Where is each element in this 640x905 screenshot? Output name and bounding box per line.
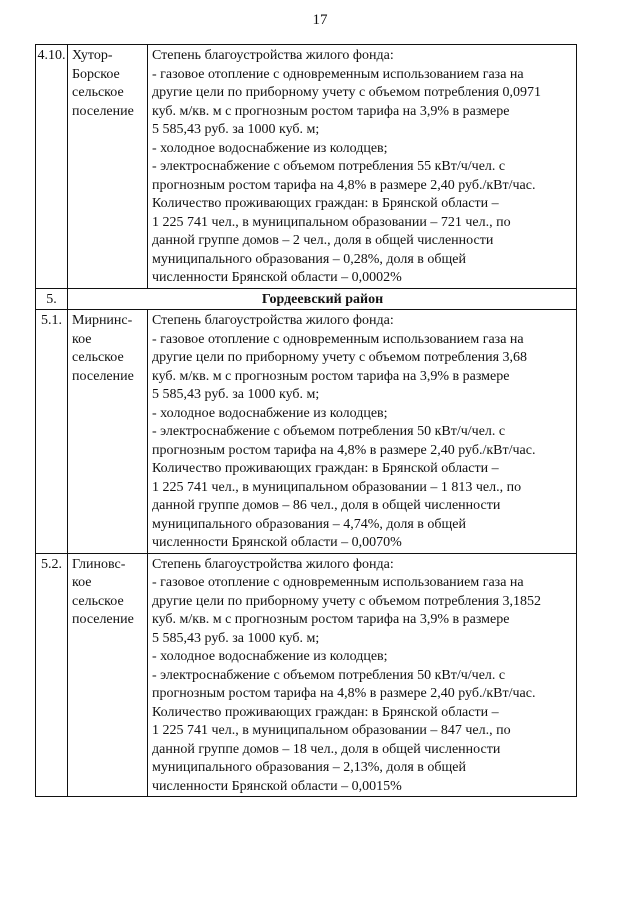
settlement-name-line: кое (72, 575, 92, 590)
description-line: Степень благоустройства жилого фонда: (152, 556, 394, 572)
settlement-name-line: Мирнинс- (72, 313, 133, 328)
page-number: 17 (312, 12, 328, 28)
description-line: Степень благоустройства жилого фонда: (152, 313, 394, 328)
description-line: - холодное водоснабжение из колодцев; (152, 405, 388, 421)
settlement-description (148, 553, 577, 797)
description-line: - электроснабжение с объемом потребления 50 кВт/ч/чел. с (152, 424, 506, 439)
table-row-district (36, 288, 577, 310)
description-line: данной группе домов – 86 чел., доля в общей численности (152, 498, 501, 513)
description-line: другие цели по приборному учету с объемом потребления 3,68 (152, 350, 528, 365)
description-line: - электроснабжение с объемом потребления 55 кВт/ч/чел. с (152, 159, 506, 174)
settlement-name-line: Борское (72, 66, 120, 82)
description-line: другие цели по приборному учету с объемом потребления 0,0971 (152, 85, 542, 100)
description-line: 5 585,43 руб. за 1000 куб. м; (152, 122, 320, 137)
description-line: - газовое отопление с одновременным использованием газа на (152, 331, 524, 347)
description-line: - электроснабжение с объемом потребления 50 кВт/ч/чел. с (152, 667, 506, 683)
description-line: - газовое отопление с одновременным использованием газа на (152, 575, 524, 590)
row-number: 5.1. (36, 310, 68, 554)
description-line: прогнозным ростом тарифа на 4,8% в размере 2,40 руб./кВт/час. (152, 177, 536, 193)
description-line: 1 225 741 чел., в муниципальном образовании – 847 чел., по (152, 723, 511, 738)
settlement-name-line: Глиновс- (72, 556, 126, 572)
description-line: муниципального образования – 2,13%, доля в общей (152, 760, 467, 775)
description-line: другие цели по приборному учету с объемом потребления 3,1852 (152, 593, 542, 609)
description-line: Количество проживающих граждан: в Брянской области – (152, 704, 499, 720)
description-line: 5 585,43 руб. за 1000 куб. м; (152, 630, 320, 646)
description-line: куб. м/кв. м с прогнозным ростом тарифа на 3,9% в размере (152, 612, 510, 627)
settlement-name-line: Хутор- (72, 48, 113, 63)
settlement-name-line: кое (72, 331, 92, 347)
description-line: 1 225 741 чел., в муниципальном образовании – 1 813 чел., по (152, 479, 522, 495)
description-line: Количество проживающих граждан: в Брянской области – (152, 461, 499, 476)
settlement-name-line: сельское (72, 350, 124, 365)
description-line: данной группе домов – 18 чел., доля в общей численности (152, 741, 501, 757)
district-title: Гордеевский район (68, 288, 577, 310)
settlement-name (68, 553, 148, 797)
description-line: Количество проживающих граждан: в Брянской области – (152, 196, 499, 211)
settlement-name-line: поселение (72, 368, 134, 384)
description-line: прогнозным ростом тарифа на 4,8% в размере 2,40 руб./кВт/час. (152, 442, 536, 458)
description-line: куб. м/кв. м с прогнозным ростом тарифа на 3,9% в размере (152, 368, 510, 384)
description-line: численности Брянской области – 0,0070% (152, 535, 402, 550)
description-line: численности Брянской области – 0,0002% (152, 270, 402, 285)
table-row (36, 553, 577, 797)
description-line: 1 225 741 чел., в муниципальном образовании – 721 чел., по (152, 214, 511, 230)
description-line: - газовое отопление с одновременным использованием газа на (152, 66, 524, 82)
table-row (36, 310, 577, 554)
settlement-name-line: сельское (72, 593, 124, 609)
description-line: прогнозным ростом тарифа на 4,8% в размере 2,40 руб./кВт/час. (152, 686, 536, 701)
description-line: численности Брянской области – 0,0015% (152, 778, 402, 794)
settlement-name (68, 45, 148, 289)
description-line: - холодное водоснабжение из колодцев; (152, 649, 388, 664)
settlement-name-line: поселение (72, 103, 134, 119)
description-line: муниципального образования – 4,74%, доля в общей (152, 516, 467, 532)
row-number: 5. (36, 288, 68, 310)
table-row (36, 45, 577, 289)
settlement-name-line: поселение (72, 612, 134, 627)
settlement-description (148, 45, 577, 289)
settlement-name (68, 310, 148, 554)
row-number: 5.2. (36, 553, 68, 797)
settlements-table (35, 44, 577, 797)
row-number: 4.10. (36, 45, 68, 289)
settlement-name-line: сельское (72, 85, 124, 100)
settlement-description (148, 310, 577, 554)
description-line: 5 585,43 руб. за 1000 куб. м; (152, 387, 320, 402)
description-line: Степень благоустройства жилого фонда: (152, 48, 394, 63)
description-line: куб. м/кв. м с прогнозным ростом тарифа на 3,9% в размере (152, 103, 510, 119)
description-line: данной группе домов – 2 чел., доля в общей численности (152, 233, 494, 248)
description-line: муниципального образования – 0,28%, доля в общей (152, 251, 467, 267)
description-line: - холодное водоснабжение из колодцев; (152, 140, 388, 156)
